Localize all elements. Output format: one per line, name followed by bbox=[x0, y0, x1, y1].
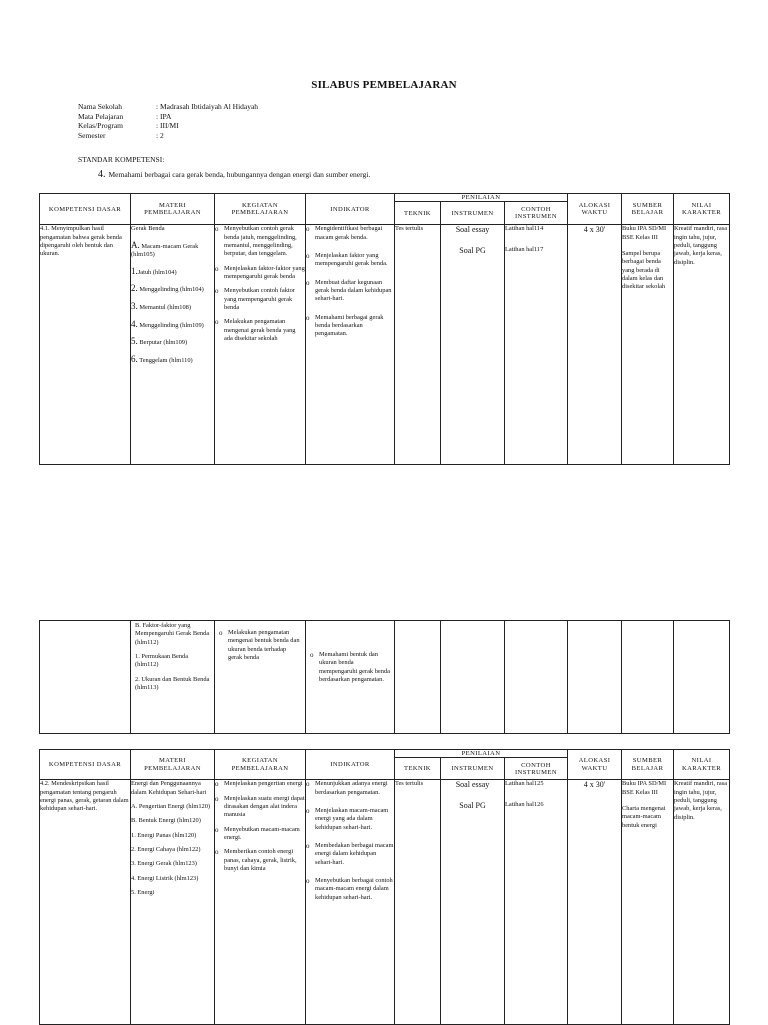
cell-nilai bbox=[674, 225, 730, 465]
materi-item: 3. Memantul (hlm108) bbox=[131, 300, 192, 311]
nilai-text: Kreatif mandiri, rasa ingin tahu, jujur, peduli, tanggung jawab, kerja keras, disiplin. bbox=[674, 225, 728, 266]
instrumen-item: Soal PG bbox=[459, 800, 486, 810]
header-contoh: CONTOH INSTRUMEN bbox=[505, 202, 568, 225]
syllabus-table-3 bbox=[39, 749, 730, 1025]
indikator-item: o Mengidentifikasi berbagai macam gerak benda. bbox=[306, 225, 394, 242]
kegiatan-item: o Melakukan pengamatan mengenai gerak benda yang ada disekitar sekolah bbox=[215, 318, 305, 343]
info-row bbox=[78, 112, 258, 122]
header-indikator: INDIKATOR bbox=[306, 194, 395, 225]
teknik-text: Tes tertulis bbox=[395, 780, 424, 788]
cell-instrumen bbox=[441, 225, 505, 465]
sumber-item: Charta mengenai macam-macam bentuk energi bbox=[622, 804, 666, 829]
contoh-item: Latihan hal126 bbox=[505, 800, 544, 808]
kegiatan-item: o Menjelaskan faktor-faktor yang mempengaruhi gerak benda bbox=[215, 265, 305, 282]
kegiatan-item: o Menyebutkan contoh gerak benda jatuh, menggelinding, memantul, menggelinding, berputar, dan tenggelam. bbox=[215, 225, 305, 258]
cell-kegiatan bbox=[215, 621, 306, 734]
instrumen-item: Soal essay bbox=[455, 780, 490, 790]
header-nilai: NILAI KARAKTER bbox=[674, 750, 730, 780]
materi-item: 2. Energi Cahaya (hlm122) bbox=[131, 845, 201, 853]
syllabus-table-1 bbox=[39, 193, 730, 465]
cell-kd bbox=[40, 780, 131, 1025]
cell-nilai bbox=[674, 621, 730, 734]
sumber-item: Sampel berupa berbagai benda yang berada di dalam kelas dan disekitar sekolah bbox=[622, 249, 666, 291]
materi-title: Energi dan Penggunaannya dalam Kehidupan Sehari-hari bbox=[131, 780, 207, 796]
materi-item: A. Macam-macam Gerak (hlm105) bbox=[131, 239, 199, 259]
cell-kegiatan bbox=[215, 225, 306, 465]
materi-item: 2. Ukuran dan Bentuk Benda (hlm113) bbox=[135, 675, 210, 691]
header-penilaian: PENILAIAN bbox=[395, 750, 568, 758]
header-instrumen: INSTRUMEN bbox=[441, 758, 505, 780]
materi-item: A. Pengertian Energi (hlm120) bbox=[131, 802, 211, 810]
kegiatan-item: o Melakukan pengamatan mengenai bentuk benda dan ukuran benda terhadap gerak benda bbox=[219, 629, 301, 662]
indikator-item: o Menyebutkan berbagai contoh macam-macam energi dalam kehidupan sehari-hari. bbox=[306, 877, 394, 902]
alokasi-text: 4 x 30' bbox=[583, 225, 606, 235]
info-value: : Madrasah Ibtidaiyah Al Hidayah bbox=[156, 102, 259, 111]
materi-title: Gerak Benda bbox=[131, 225, 165, 233]
materi-item: B. Bentuk Energi (hlm120) bbox=[131, 817, 201, 825]
materi-item: 4. Energi Listrik (hlm123) bbox=[131, 874, 199, 882]
materi-item: 1. Permukaan Benda (hlm112) bbox=[135, 652, 189, 669]
cell-materi bbox=[131, 225, 215, 465]
contoh-item: Latihan hal125 bbox=[505, 780, 544, 788]
header-kegiatan: KEGIATAN PEMBELAJARAN bbox=[215, 750, 306, 780]
syllabus-table-2 bbox=[39, 620, 730, 734]
materi-item: 1.Jatuh (hlm104) bbox=[131, 265, 177, 276]
cell-contoh bbox=[505, 225, 568, 465]
indikator-item: o Menunjukkan adanya energi berdasarkan pengamatan. bbox=[306, 780, 394, 797]
cell-materi bbox=[131, 621, 215, 734]
cell-nilai bbox=[674, 780, 730, 1025]
sumber-item: Buku IPA SD/MI BSE Kelas III bbox=[622, 780, 667, 796]
cell-alokasi bbox=[568, 225, 622, 465]
info-label: Semester bbox=[78, 130, 106, 140]
header-sumber: SUMBER BELAJAR bbox=[622, 750, 674, 780]
instrumen-item: Soal essay bbox=[455, 225, 490, 235]
info-label: Nama Sekolah bbox=[78, 102, 122, 111]
kegiatan-item: o Menyebutkan macam-macam energi. bbox=[215, 826, 305, 843]
cell-indikator bbox=[306, 225, 395, 465]
nilai-text: Kreatif mandiri, rasa ingin tahu, jujur, peduli, tanggung jawab, kerja keras, disiplin. bbox=[674, 780, 728, 821]
cell-instrumen bbox=[441, 780, 505, 1025]
header-penilaian: PENILAIAN bbox=[395, 194, 568, 202]
kegiatan-item: o Menjelaskan suatu energi dapat dirasakan dengan alat indera manusia bbox=[215, 795, 305, 820]
info-value: : IPA bbox=[156, 111, 172, 121]
materi-item: 6. Tenggelam (hlm110) bbox=[131, 354, 193, 365]
info-label: Mata Pelajaran bbox=[78, 111, 124, 121]
cell-alokasi bbox=[568, 780, 622, 1025]
indikator-item: o Membedakan berbagai macam energi dalam kehidupan sehari-hari. bbox=[306, 842, 394, 867]
indikator-item: o Memahami berbagai gerak benda berdasarkan pengamatan. bbox=[306, 314, 394, 339]
cell-alokasi bbox=[568, 621, 622, 734]
info-row bbox=[78, 102, 258, 112]
info-row bbox=[78, 131, 258, 141]
indikator-item: o Membuat daftar kegunaan gerak benda dalam kehidupan sehari-hari. bbox=[306, 279, 394, 304]
header-kd: KOMPETENSI DASAR bbox=[40, 750, 131, 780]
materi-item: B. Faktor-faktor yang Mempengaruhi Gerak Benda (hlm112) bbox=[135, 622, 210, 646]
header-contoh: CONTOH INSTRUMEN bbox=[505, 758, 568, 780]
cell-instrumen bbox=[441, 621, 505, 734]
indikator-item: o Menjelaskan macam-macam energi yang ada dalam kehidupan sehari-hari. bbox=[306, 807, 394, 832]
kegiatan-item: o Menyebutkan contoh faktor yang mempengaruhi gerak benda bbox=[215, 287, 305, 312]
info-value: : III/MI bbox=[156, 121, 179, 130]
header-alokasi: ALOKASI WAKTU bbox=[568, 194, 622, 225]
instrumen-item: Soal PG bbox=[459, 245, 486, 255]
indikator-item: o Memahami bentuk dan ukuran benda mempengaruhi gerak benda berdasarkan pengamatan. bbox=[310, 651, 390, 684]
standard-item bbox=[98, 169, 370, 180]
teknik-text: Tes tertulis bbox=[395, 225, 424, 233]
kegiatan-item: o Menjelaskan pengertian energi bbox=[215, 780, 305, 788]
cell-indikator bbox=[306, 780, 395, 1025]
cell-kd bbox=[40, 225, 131, 465]
info-label: Kelas/Program bbox=[78, 121, 123, 130]
school-info bbox=[78, 102, 258, 140]
info-value: : 2 bbox=[156, 130, 164, 140]
standard-label: STANDAR KOMPETENSI: bbox=[78, 155, 165, 164]
header-indikator: INDIKATOR bbox=[306, 750, 395, 780]
cell-sumber bbox=[622, 225, 674, 465]
cell-teknik bbox=[395, 225, 441, 465]
cell-kd bbox=[40, 621, 131, 734]
cell-contoh bbox=[505, 780, 568, 1025]
materi-item: 5. Energi bbox=[131, 888, 155, 896]
materi-item: 3. Energi Gerak (hlm123) bbox=[131, 860, 197, 868]
cell-contoh bbox=[505, 621, 568, 734]
cell-indikator bbox=[306, 621, 395, 734]
header-alokasi: ALOKASI WAKTU bbox=[568, 750, 622, 780]
cell-materi bbox=[131, 780, 215, 1025]
kd-text: 4.1. Menyimpulkan hasil pengamatan bahwa gerak benda dipengaruhi oleh bentuk dan ukuran. bbox=[40, 225, 122, 258]
contoh-item: Latihan hal114 bbox=[505, 225, 544, 233]
header-kegiatan: KEGIATAN PEMBELAJARAN bbox=[215, 194, 306, 225]
header-instrumen: INSTRUMEN bbox=[441, 202, 505, 225]
cell-teknik bbox=[395, 621, 441, 734]
header-teknik: TEKNIK bbox=[395, 758, 441, 780]
standard-text: Memahami berbagai cara gerak benda, hubungannya dengan energi dan sumber energi. bbox=[108, 170, 371, 179]
header-kd: KOMPETENSI DASAR bbox=[40, 194, 131, 225]
materi-item: 5. Berputar (hlm109) bbox=[131, 336, 188, 347]
info-row bbox=[78, 121, 258, 131]
cell-teknik bbox=[395, 780, 441, 1025]
materi-item: 2. Menggelinding (hlm104) bbox=[131, 283, 204, 294]
indikator-item: o Menjelaskan faktor yang mempengaruhi gerak benda. bbox=[306, 252, 394, 269]
cell-sumber bbox=[622, 780, 674, 1025]
materi-item: 1. Energi Panas (hlm120) bbox=[131, 831, 197, 839]
header-materi: MATERI PEMBELAJARAN bbox=[131, 194, 215, 225]
standard-number: 4. bbox=[98, 169, 106, 180]
header-sumber: SUMBER BELAJAR bbox=[622, 194, 674, 225]
kegiatan-item: o Memberikan contoh energi panas, cahaya, gerak, listrik, bunyi dan kimia bbox=[215, 848, 305, 873]
materi-item: 4. Menggelinding (hlm109) bbox=[131, 318, 204, 329]
contoh-item: Latihan hal117 bbox=[505, 245, 544, 253]
cell-kegiatan bbox=[215, 780, 306, 1025]
header-materi: MATERI PEMBELAJARAN bbox=[131, 750, 215, 780]
cell-sumber bbox=[622, 621, 674, 734]
page-title: SILABUS PEMBELAJARAN bbox=[311, 79, 457, 91]
header-nilai: NILAI KARAKTER bbox=[674, 194, 730, 225]
alokasi-text: 4 x 30' bbox=[583, 780, 606, 790]
header-teknik: TEKNIK bbox=[395, 202, 441, 225]
kd-text: 4.2. Mendeskripsikan hasil pengamatan tentang pengaruh energi panas, gerak, getaran dalam kehidupan sehari-hari. bbox=[40, 780, 129, 813]
sumber-item: Buku IPA SD/MI BSE Kelas III bbox=[622, 225, 667, 241]
